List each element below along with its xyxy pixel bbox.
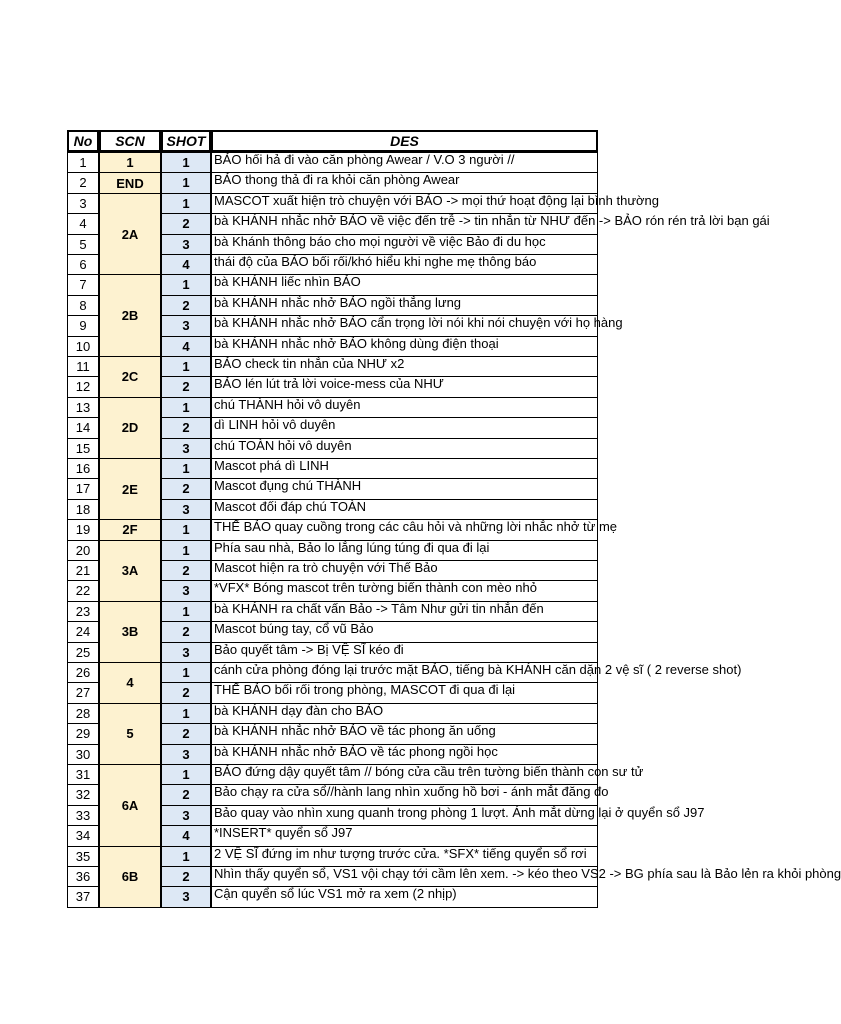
scene-label — [99, 356, 161, 398]
row-number: 11 — [67, 356, 99, 377]
shot-number: 2 — [161, 866, 211, 887]
row-number: 15 — [67, 438, 99, 459]
shot-number: 1 — [161, 458, 211, 479]
shot-number: 4 — [161, 254, 211, 275]
shot-description: bà KHÁNH nhắc nhở BẢO cẩn trọng lời nói khi nói chuyện với họ hàng — [211, 315, 598, 336]
shot-number: 4 — [161, 825, 211, 846]
row-number: 18 — [67, 499, 99, 520]
row-number: 1 — [67, 152, 99, 173]
shot-number: 1 — [161, 519, 211, 540]
shot-number: 2 — [161, 295, 211, 316]
row-number: 25 — [67, 642, 99, 663]
shot-description: Bảo quyết tâm -> Bị VỆ SĨ kéo đi — [211, 642, 598, 663]
scene-label — [99, 703, 161, 765]
scene-label-text: 6A — [121, 797, 139, 813]
shot-number: 1 — [161, 274, 211, 295]
shot-description: dì LINH hỏi vô duyên — [211, 417, 598, 438]
row-number: 2 — [67, 172, 99, 193]
scene-label — [99, 601, 161, 663]
scene-label — [99, 172, 161, 193]
header-scn: SCN — [99, 130, 161, 152]
scene-label-text: 2D — [121, 420, 139, 436]
shot-number: 2 — [161, 784, 211, 805]
shot-number: 2 — [161, 621, 211, 642]
shot-description: bà KHÁNH nhắc nhở BẢO về tác phong ăn uống — [211, 723, 598, 744]
shot-number: 2 — [161, 478, 211, 499]
scene-label — [99, 519, 161, 540]
row-number: 6 — [67, 254, 99, 275]
shot-description: Mascot hiện ra trò chuyện với Thế Bảo — [211, 560, 598, 581]
shot-description: cánh cửa phòng đóng lại trước mặt BẢO, tiếng bà KHÁNH căn dặn 2 vệ sĩ ( 2 reverse shot) — [211, 662, 598, 683]
row-number: 36 — [67, 866, 99, 887]
scene-label-text: 5 — [126, 726, 134, 742]
row-number: 5 — [67, 234, 99, 255]
scene-label — [99, 662, 161, 704]
shot-description: bà KHÁNH nhắc nhở BẢO ngồi thẳng lưng — [211, 295, 598, 316]
scene-label — [99, 397, 161, 459]
shot-number: 2 — [161, 376, 211, 397]
shot-number: 1 — [161, 662, 211, 683]
row-number: 28 — [67, 703, 99, 724]
row-number: 17 — [67, 478, 99, 499]
shot-description: BẢO lén lút trả lời voice-mess của NHƯ — [211, 376, 598, 397]
scene-label-text: 4 — [126, 675, 134, 691]
shot-description: *INSERT* quyển sổ J97 — [211, 825, 598, 846]
row-number: 35 — [67, 846, 99, 867]
scene-label-text: 2C — [121, 369, 139, 385]
shot-description: BẢO đứng dậy quyết tâm // bóng cửa cầu trên tường biến thành con sư tử — [211, 764, 598, 785]
scene-label — [99, 193, 161, 276]
scene-label-text: 1 — [126, 155, 134, 171]
shot-description: Mascot phá dì LINH — [211, 458, 598, 479]
row-number: 8 — [67, 295, 99, 316]
row-number: 27 — [67, 682, 99, 703]
shot-description: THẾ BẢO bối rối trong phòng, MASCOT đi qua đi lại — [211, 682, 598, 703]
row-number: 22 — [67, 580, 99, 601]
shot-number: 1 — [161, 397, 211, 418]
shot-description: thái độ của BẢO bối rối/khó hiểu khi nghe mẹ thông báo — [211, 254, 598, 275]
shot-number: 1 — [161, 172, 211, 193]
row-number: 16 — [67, 458, 99, 479]
shot-number: 3 — [161, 499, 211, 520]
shot-description: bà KHÁNH liếc nhìn BẢO — [211, 274, 598, 295]
shot-number: 2 — [161, 723, 211, 744]
shot-description: bà KHÁNH nhắc nhở BẢO không dùng điện thoại — [211, 336, 598, 357]
header-shot: SHOT — [161, 130, 211, 152]
shot-number: 3 — [161, 234, 211, 255]
shot-description: BẢO hối hả đi vào căn phòng Awear / V.O 3 người // — [211, 152, 598, 173]
shot-number: 2 — [161, 213, 211, 234]
shot-number: 1 — [161, 764, 211, 785]
shot-number: 2 — [161, 417, 211, 438]
row-number: 7 — [67, 274, 99, 295]
header-des: DES — [211, 130, 598, 152]
shot-number: 1 — [161, 193, 211, 214]
shot-number: 3 — [161, 315, 211, 336]
shot-description: chú TOÀN hỏi vô duyên — [211, 438, 598, 459]
row-number: 31 — [67, 764, 99, 785]
shot-number: 1 — [161, 540, 211, 561]
scene-label-text: 2F — [122, 522, 138, 538]
shot-description: bà KHÁNH nhắc nhở BẢO về việc đến trễ -> tin nhắn từ NHƯ đến -> BẢO rón rén trả lời bạn gái — [211, 213, 598, 234]
row-number: 26 — [67, 662, 99, 683]
shot-number: 1 — [161, 356, 211, 377]
shot-number: 1 — [161, 601, 211, 622]
scene-label-text: 3A — [121, 563, 139, 579]
shot-number: 2 — [161, 682, 211, 703]
scene-label — [99, 846, 161, 908]
row-number: 34 — [67, 825, 99, 846]
scene-label — [99, 764, 161, 847]
scene-label — [99, 152, 161, 173]
shot-description: Mascot búng tay, cổ vũ Bảo — [211, 621, 598, 642]
row-number: 3 — [67, 193, 99, 214]
scene-label-text: 2E — [122, 481, 138, 497]
row-number: 32 — [67, 784, 99, 805]
shot-number: 2 — [161, 560, 211, 581]
shot-description: bà KHÁNH dạy đàn cho BẢO — [211, 703, 598, 724]
shot-description: Mascot đụng chú THÀNH — [211, 478, 598, 499]
shot-number: 1 — [161, 152, 211, 173]
row-number: 21 — [67, 560, 99, 581]
row-number: 10 — [67, 336, 99, 357]
shot-number: 3 — [161, 886, 211, 907]
shot-description: Mascot đối đáp chú TOÀN — [211, 499, 598, 520]
shot-description: 2 VỆ SĨ đứng im như tượng trước cửa. *SFX* tiếng quyển sổ rơi — [211, 846, 598, 867]
row-number: 29 — [67, 723, 99, 744]
shot-description: Nhìn thấy quyển sổ, VS1 vội chạy tới cầm lên xem. -> kéo theo VS2 -> BG phía sau là Bảo lẻn ra khỏi phòng — [211, 866, 598, 887]
row-number: 9 — [67, 315, 99, 336]
shot-number: 3 — [161, 580, 211, 601]
scene-label — [99, 540, 161, 602]
shot-description: bà KHÁNH ra chất vấn Bảo -> Tâm Như gửi tin nhắn đến — [211, 601, 598, 622]
row-number: 37 — [67, 886, 99, 907]
shot-description: BẢO check tin nhắn của NHƯ x2 — [211, 356, 598, 377]
row-number: 33 — [67, 805, 99, 826]
shot-description: BẢO thong thả đi ra khỏi căn phòng Awear — [211, 172, 598, 193]
shot-description: THẾ BẢO quay cuồng trong các câu hỏi và những lời nhắc nhở từ mẹ — [211, 519, 598, 540]
row-number: 19 — [67, 519, 99, 540]
row-number: 24 — [67, 621, 99, 642]
shot-description: bà KHÁNH nhắc nhở BẢO về tác phong ngồi học — [211, 744, 598, 765]
row-number: 12 — [67, 376, 99, 397]
shot-number: 1 — [161, 703, 211, 724]
row-number: 30 — [67, 744, 99, 765]
scene-label-text: END — [116, 175, 144, 191]
row-number: 14 — [67, 417, 99, 438]
shot-number: 3 — [161, 438, 211, 459]
shot-number: 3 — [161, 805, 211, 826]
scene-label — [99, 458, 161, 520]
shot-description: Cận quyển sổ lúc VS1 mở ra xem (2 nhịp) — [211, 886, 598, 907]
shot-description: chú THÀNH hỏi vô duyên — [211, 397, 598, 418]
scene-label — [99, 274, 161, 357]
row-number: 20 — [67, 540, 99, 561]
scene-label-text: 2B — [121, 308, 139, 324]
shot-description: Phía sau nhà, Bảo lo lắng lúng túng đi qua đi lại — [211, 540, 598, 561]
shot-number: 3 — [161, 642, 211, 663]
shot-number: 4 — [161, 336, 211, 357]
shot-description: bà Khánh thông báo cho mọi người về việc Bảo đi du học — [211, 234, 598, 255]
shot-number: 1 — [161, 846, 211, 867]
scene-label-text: 6B — [121, 869, 139, 885]
shot-number: 3 — [161, 744, 211, 765]
row-number: 4 — [67, 213, 99, 234]
shot-description: MASCOT xuất hiện trò chuyện với BẢO -> mọi thứ hoạt động lại bình thường — [211, 193, 598, 214]
row-number: 23 — [67, 601, 99, 622]
header-no: No — [67, 130, 99, 152]
row-number: 13 — [67, 397, 99, 418]
scene-label-text: 2A — [121, 226, 139, 242]
scene-label-text: 3B — [121, 624, 139, 640]
shot-description: Bảo chạy ra cửa sổ//hành lang nhìn xuống hồ bơi - ánh mắt đăng đo — [211, 784, 598, 805]
shot-description: *VFX* Bóng mascot trên tường biến thành con mèo nhỏ — [211, 580, 598, 601]
shot-description: Bảo quay vào nhìn xung quanh trong phòng 1 lượt. Ánh mắt dừng lại ở quyển sổ J97 — [211, 805, 598, 826]
